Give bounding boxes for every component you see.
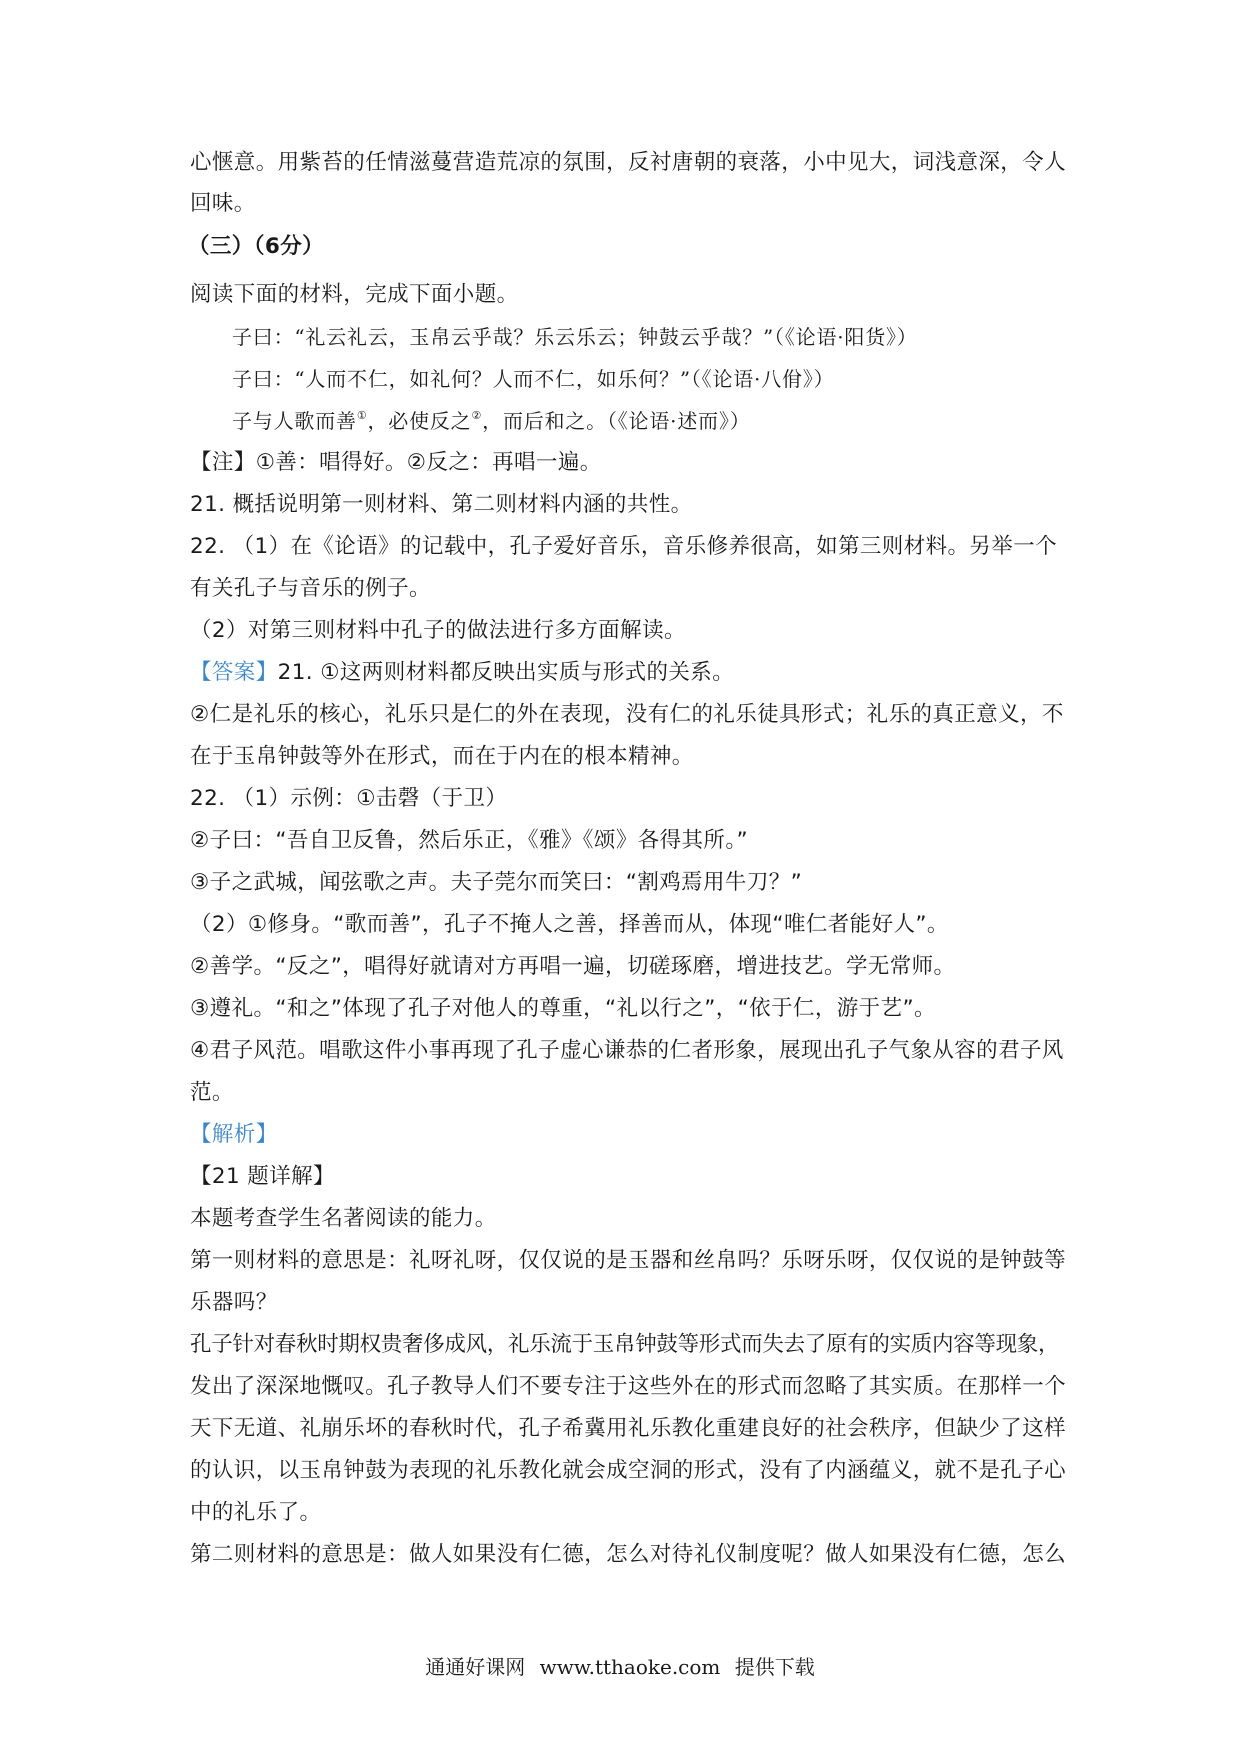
question-22-cont: 有关孔子与音乐的例子。 [190, 576, 431, 601]
answer-line: ③遵礼。“和之”体现了孔子对他人的尊重，“礼以行之”，“依于仁，游于艺”。 [190, 996, 936, 1021]
note-line: 【注】①善：唱得好。②反之：再唱一遍。 [190, 450, 602, 475]
explanation-line: 中的礼乐了。 [190, 1500, 322, 1525]
question-22: 22. （1）在《论语》的记载中，孔子爱好音乐，音乐修养很高，如第三则材料。另举一个 [190, 534, 1058, 559]
subheading-21: 【21 题详解】 [190, 1164, 335, 1189]
footer-site-name: 通通好课网 [425, 1655, 526, 1679]
answer-line: ③子之武城，闻弦歌之声。夫子莞尔而笑曰：“割鸡焉用牛刀？” [190, 870, 803, 895]
instruction-line: 阅读下面的材料，完成下面小题。 [190, 282, 519, 307]
explanation-line: 第二则材料的意思是：做人如果没有仁德，怎么对待礼仪制度呢？做人如果没有仁德，怎么 [190, 1542, 1067, 1567]
answer-line: 范。 [190, 1080, 234, 1105]
page-footer [0, 1653, 1240, 1681]
quote-text: 子与人歌而善 [232, 409, 357, 433]
answer-line: ②仁是礼乐的核心，礼乐只是仁的外在表现，没有仁的礼乐徒具形式；礼乐的真正意义，不 [190, 702, 1064, 727]
answer-line: 22. （1）示例：①击磬（于卫） [190, 786, 508, 811]
quote-text: ，而后和之。（《论语·述而》） [482, 409, 751, 433]
answer-line: ②子曰：“吾自卫反鲁，然后乐正，《雅》《颂》各得其所。” [190, 828, 749, 853]
paragraph-line: 心惬意。用紫苔的任情滋蔓营造荒凉的氛围，反衬唐朝的衰落，小中见大，词浅意深，令人 [190, 150, 1067, 175]
question-22-part2: （2）对第三则材料中孔子的做法进行多方面解读。 [190, 618, 686, 643]
footer-suffix: 提供下载 [734, 1655, 815, 1679]
answer-tag: 【答案】 [190, 660, 278, 685]
quote-line [232, 406, 751, 436]
answer-text: 21. ①这两则材料都反映出实质与形式的关系。 [277, 660, 735, 685]
explanation-line: 第一则材料的意思是：礼呀礼呀，仅仅说的是玉器和丝帛吗？乐呀乐呀，仅仅说的是钟鼓等 [190, 1248, 1067, 1273]
question-21: 21. 概括说明第一则材料、第二则材料内涵的共性。 [190, 492, 693, 517]
explanation-line: 的认识，以玉帛钟鼓为表现的礼乐教化就会成空洞的形式，没有了内涵蕴义，就不是孔子心 [190, 1458, 1067, 1483]
answer-line: 在于玉帛钟鼓等外在形式，而在于内在的根本精神。 [190, 744, 694, 769]
answer-line: （2）①修身。“歌而善”，孔子不掩人之善，择善而从，体现“唯仁者能好人”。 [190, 912, 949, 937]
answer-line: ④君子风范。唱歌这件小事再现了孔子虚心谦恭的仁者形象，展现出孔子气象从容的君子风 [190, 1038, 1064, 1063]
answer-line [190, 658, 734, 688]
analysis-tag: 【解析】 [190, 1122, 278, 1147]
answer-line: ②善学。“反之”，唱得好就请对方再唱一遍，切磋琢磨，增进技艺。学无常师。 [190, 954, 956, 979]
explanation-line: 乐器吗？ [190, 1290, 278, 1315]
footnote-marker: ② [471, 409, 483, 422]
quote-line: 子曰：“人而不仁，如礼何？人而不仁，如乐何？”（《论语·八佾》） [232, 367, 835, 391]
paragraph-line: 回味。 [190, 191, 256, 216]
explanation-line: 本题考查学生名著阅读的能力。 [190, 1206, 497, 1231]
quote-line: 子曰：“礼云礼云，玉帛云乎哉？乐云乐云；钟鼓云乎哉？”（《论语·阳货》） [232, 325, 918, 349]
footer-url[interactable]: www.tthaoke.com [539, 1655, 721, 1679]
explanation-line: 发出了深深地慨叹。孔子教导人们不要专注于这些外在的形式而忽略了其实质。在那样一个 [190, 1374, 1067, 1399]
footnote-marker: ① [356, 409, 368, 422]
quote-text: ，必使反之 [367, 409, 472, 433]
explanation-line: 天下无道、礼崩乐坏的春秋时代，孔子希冀用礼乐教化重建良好的社会秩序，但缺少了这样 [190, 1416, 1067, 1441]
explanation-line: 孔子针对春秋时期权贵奢侈成风，礼乐流于玉帛钟鼓等形式而失去了原有的实质内容等现象， [190, 1332, 1060, 1357]
section-heading: （三）（6分） [188, 234, 325, 259]
